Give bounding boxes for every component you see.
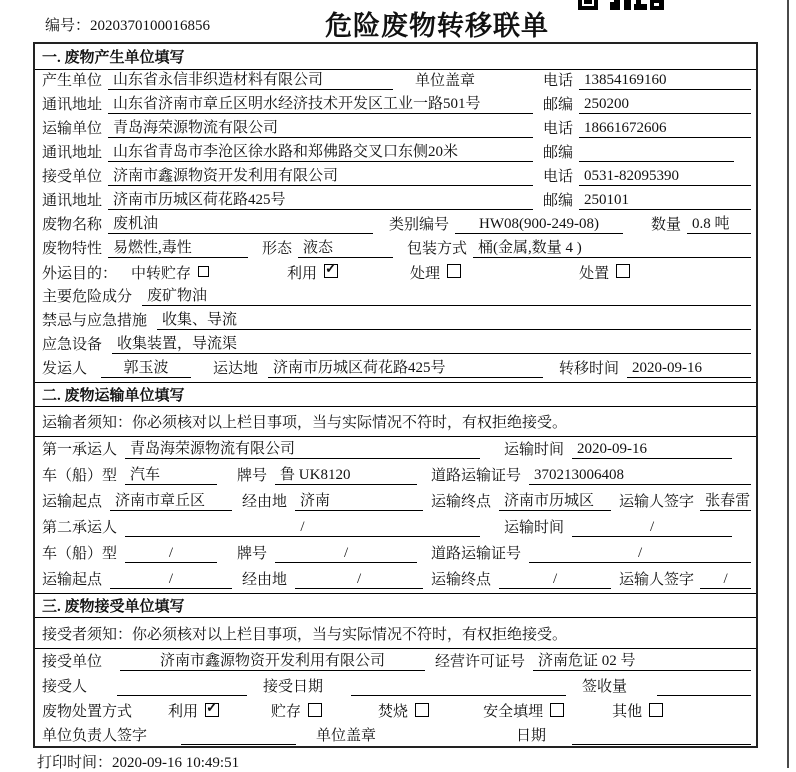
recipient-value — [117, 678, 247, 696]
purpose-dispose-checkbox — [616, 264, 630, 278]
unit-seal2-label: 单位盖章 — [316, 728, 377, 744]
carrier1-label: 第一承运人 — [42, 442, 118, 458]
via1-value: 济南 — [295, 489, 423, 511]
phone3-value: 0531-82095390 — [579, 168, 751, 186]
waste-name-row — [35, 214, 756, 238]
receiving-unit-value: 济南市鑫源物资开发利用有限公司 — [120, 649, 425, 671]
phone3-label: 电话 — [542, 169, 573, 185]
addr3-value: 济南市历城区荷花路425号 — [108, 188, 533, 210]
responsible-sign-label: 单位负责人签字 — [42, 728, 148, 744]
manifest-form — [33, 42, 758, 748]
origin2-row — [35, 567, 756, 593]
disposal-use-checkbox — [205, 703, 219, 717]
purpose-label: 外运目的： — [42, 265, 118, 282]
receiver-value: 济南市鑫源物资开发利用有限公司 — [108, 164, 533, 186]
purpose-storage-checkbox — [198, 266, 209, 277]
producer-address-row — [35, 94, 756, 118]
packaging-label: 包装方式 — [407, 241, 468, 257]
via2-label: 经由地 — [242, 572, 288, 588]
zip1-value: 250200 — [579, 96, 751, 114]
vehicle2-row — [35, 541, 756, 567]
carrier1-value: 青岛海荣源物流有限公司 — [125, 437, 480, 459]
addr1-label: 通讯地址 — [42, 97, 103, 113]
purpose-treat-checkbox — [447, 264, 461, 278]
end2-value: / — [499, 571, 611, 589]
equipment-row — [35, 334, 756, 358]
transfer-time-label: 转移时间 — [559, 361, 620, 377]
date2-value — [572, 727, 751, 745]
destination-value: 济南市历城区荷花路425号 — [268, 356, 543, 378]
permit-value: 济南危证 02 号 — [533, 649, 751, 671]
print-time-value: 2020-09-16 10:49:51 — [112, 755, 240, 771]
section3-header: 三. 废物接受单位填写 — [35, 593, 756, 618]
zip2-label: 邮编 — [542, 145, 573, 161]
taboo-label: 禁忌与应急措施 — [42, 313, 148, 329]
transfer-time-value: 2020-09-16 — [627, 360, 751, 378]
shipper-value: 郭玉波 — [101, 356, 191, 378]
taboo-value: 收集、导流 — [157, 308, 751, 330]
purpose-option-dispose-label: 处置 — [579, 265, 610, 282]
zip2-value — [579, 144, 734, 162]
qr-code-fragment — [578, 0, 666, 10]
unit-seal-label: 单位盖章 — [415, 73, 476, 89]
purpose-option-storage-label: 中转贮存 — [131, 265, 192, 282]
vehicle2-value: / — [125, 545, 217, 563]
end2-label: 运输终点 — [431, 572, 492, 588]
transporter-value: 青岛海荣源物流有限公司 — [108, 116, 533, 138]
receive-date-label: 接受日期 — [263, 679, 324, 695]
purpose-row — [35, 262, 756, 286]
purpose-use-checkbox — [324, 264, 338, 278]
purpose-option-use-label: 利用 — [287, 265, 318, 282]
date2-label: 日期 — [516, 728, 547, 744]
amount-value — [657, 678, 751, 696]
sign2-value: / — [700, 571, 751, 589]
sign1-label: 运输人签字 — [619, 494, 695, 510]
carrier2-value: / — [125, 519, 480, 537]
disposal-label: 废物处置方式 — [42, 704, 133, 720]
permit-label: 经营许可证号 — [435, 654, 526, 670]
disposal-burn-checkbox — [415, 703, 429, 717]
equipment-label: 应急设备 — [42, 337, 103, 353]
character-label: 废物特性 — [42, 241, 103, 257]
addr2-value: 山东省青岛市李沧区徐水路和郑佛路交叉口东侧20米 — [108, 140, 533, 162]
recipient-label: 接受人 — [42, 679, 88, 695]
page-title: 危险废物转移联单 — [325, 11, 549, 41]
receiver-notice-row — [35, 618, 756, 649]
carrier1-row — [35, 437, 756, 463]
end1-value: 济南市历城区 — [499, 489, 611, 511]
license1-value: 370213006408 — [529, 467, 751, 485]
disposal-storage-label: 贮存 — [271, 704, 302, 720]
receiver-label: 接受单位 — [42, 169, 103, 185]
end1-label: 运输终点 — [431, 494, 492, 510]
carrier2-label: 第二承运人 — [42, 520, 118, 536]
addr3-label: 通讯地址 — [42, 193, 103, 209]
origin1-label: 运输起点 — [42, 494, 103, 510]
sign1-value: 张春雷 — [700, 489, 751, 511]
section1-header: 一. 废物产生单位填写 — [35, 44, 756, 70]
transporter-notice-row — [35, 407, 756, 437]
license1-label: 道路运输证号 — [431, 468, 522, 484]
time1-label: 运输时间 — [504, 442, 565, 458]
print-time — [37, 751, 239, 772]
disposal-storage-checkbox — [308, 703, 322, 717]
origin2-label: 运输起点 — [42, 572, 103, 588]
origin1-value: 济南市章丘区 — [110, 489, 232, 511]
phone2-label: 电话 — [542, 121, 573, 137]
form-value: 液态 — [298, 236, 393, 258]
vehicle1-label: 车（船）型 — [42, 468, 118, 484]
receiving-unit-label: 接受单位 — [42, 654, 103, 670]
time2-value: / — [572, 519, 732, 537]
time2-label: 运输时间 — [504, 520, 565, 536]
amount-label: 签收量 — [582, 679, 628, 695]
shipper-label: 发运人 — [42, 361, 88, 377]
transporter-row — [35, 118, 756, 142]
license2-value: / — [529, 545, 751, 563]
packaging-value: 桶(金属,数量 4 ) — [473, 236, 751, 258]
page-right-edge — [787, 0, 789, 768]
equipment-value: 收集装置，导流渠 — [112, 332, 751, 354]
time1-value: 2020-09-16 — [572, 441, 732, 459]
plate1-value: 鲁 UK8120 — [275, 463, 417, 485]
disposal-use-label: 利用 — [168, 704, 199, 720]
phone2-value: 18661672606 — [579, 120, 751, 138]
quantity-label: 数量 — [651, 217, 682, 233]
plate1-label: 牌号 — [237, 468, 268, 484]
plate2-value: / — [275, 545, 417, 563]
vehicle1-row — [35, 463, 756, 489]
transporter-address-row — [35, 142, 756, 166]
license2-label: 道路运输证号 — [431, 546, 522, 562]
manifest-number-value: 2020370100016856 — [90, 18, 211, 34]
producer-value: 山东省永信非织造材料有限公司 — [108, 68, 393, 90]
quantity-value: 0.8 吨 — [687, 212, 751, 234]
transporter-notice: 运输者须知：你必须核对以上栏目事项，当与实际情况不符时，有权拒绝接受。 — [42, 415, 568, 431]
receiving-unit-row — [35, 649, 756, 675]
print-time-label: 打印时间： — [37, 755, 113, 771]
taboo-row — [35, 310, 756, 334]
disposal-other-label: 其他 — [612, 704, 643, 720]
zip3-value: 250101 — [579, 192, 751, 210]
vehicle2-label: 车（船）型 — [42, 546, 118, 562]
destination-label: 运达地 — [213, 361, 259, 377]
origin2-value: / — [110, 571, 232, 589]
zip1-label: 邮编 — [542, 97, 573, 113]
addr2-label: 通讯地址 — [42, 145, 103, 161]
recipient-row — [35, 675, 756, 700]
category-label: 类别编号 — [389, 217, 450, 233]
receiver-notice: 接受者须知：你必须核对以上栏目事项，当与实际情况不符时，有权拒绝接受。 — [42, 626, 568, 643]
disposal-other-checkbox — [649, 703, 663, 717]
disposal-row — [35, 700, 756, 725]
phone1-value: 13854169160 — [579, 72, 751, 90]
hazard-value: 废矿物油 — [142, 284, 751, 306]
via2-value: / — [295, 571, 423, 589]
shipper-row — [35, 358, 756, 382]
responsible-sign-value — [181, 727, 296, 745]
producer-label: 产生单位 — [42, 73, 103, 89]
waste-name-value: 废机油 — [108, 212, 373, 234]
hazard-label: 主要危险成分 — [42, 289, 133, 305]
receiver-row — [35, 166, 756, 190]
producer-row — [35, 70, 756, 94]
phone1-label: 电话 — [542, 73, 573, 89]
addr1-value: 山东省济南市章丘区明水经济技术开发区工业一路501号 — [108, 92, 533, 114]
plate2-label: 牌号 — [237, 546, 268, 562]
purpose-option-treat-label: 处理 — [410, 265, 441, 282]
transporter-label: 运输单位 — [42, 121, 103, 137]
vehicle1-value: 汽车 — [125, 463, 217, 485]
zip3-label: 邮编 — [542, 193, 573, 209]
disposal-landfill-checkbox — [550, 703, 564, 717]
waste-name-label: 废物名称 — [42, 217, 103, 233]
waste-character-row — [35, 238, 756, 262]
hazard-row — [35, 286, 756, 310]
category-value: HW08(900-249-08) — [455, 216, 623, 234]
section2-header: 二. 废物运输单位填写 — [35, 382, 756, 407]
sign2-label: 运输人签字 — [619, 572, 695, 588]
carrier2-row — [35, 515, 756, 541]
receive-date-value — [351, 678, 566, 696]
origin1-row — [35, 489, 756, 515]
via1-label: 经由地 — [242, 494, 288, 510]
disposal-landfill-label: 安全填埋 — [483, 704, 544, 720]
responsible-sign-row — [35, 725, 756, 748]
form-label: 形态 — [262, 241, 293, 257]
manifest-number — [45, 14, 210, 35]
manifest-number-label: 编号： — [45, 18, 91, 34]
character-value: 易燃性,毒性 — [108, 236, 248, 258]
receiver-address-row — [35, 190, 756, 214]
disposal-burn-label: 焚烧 — [378, 704, 409, 720]
